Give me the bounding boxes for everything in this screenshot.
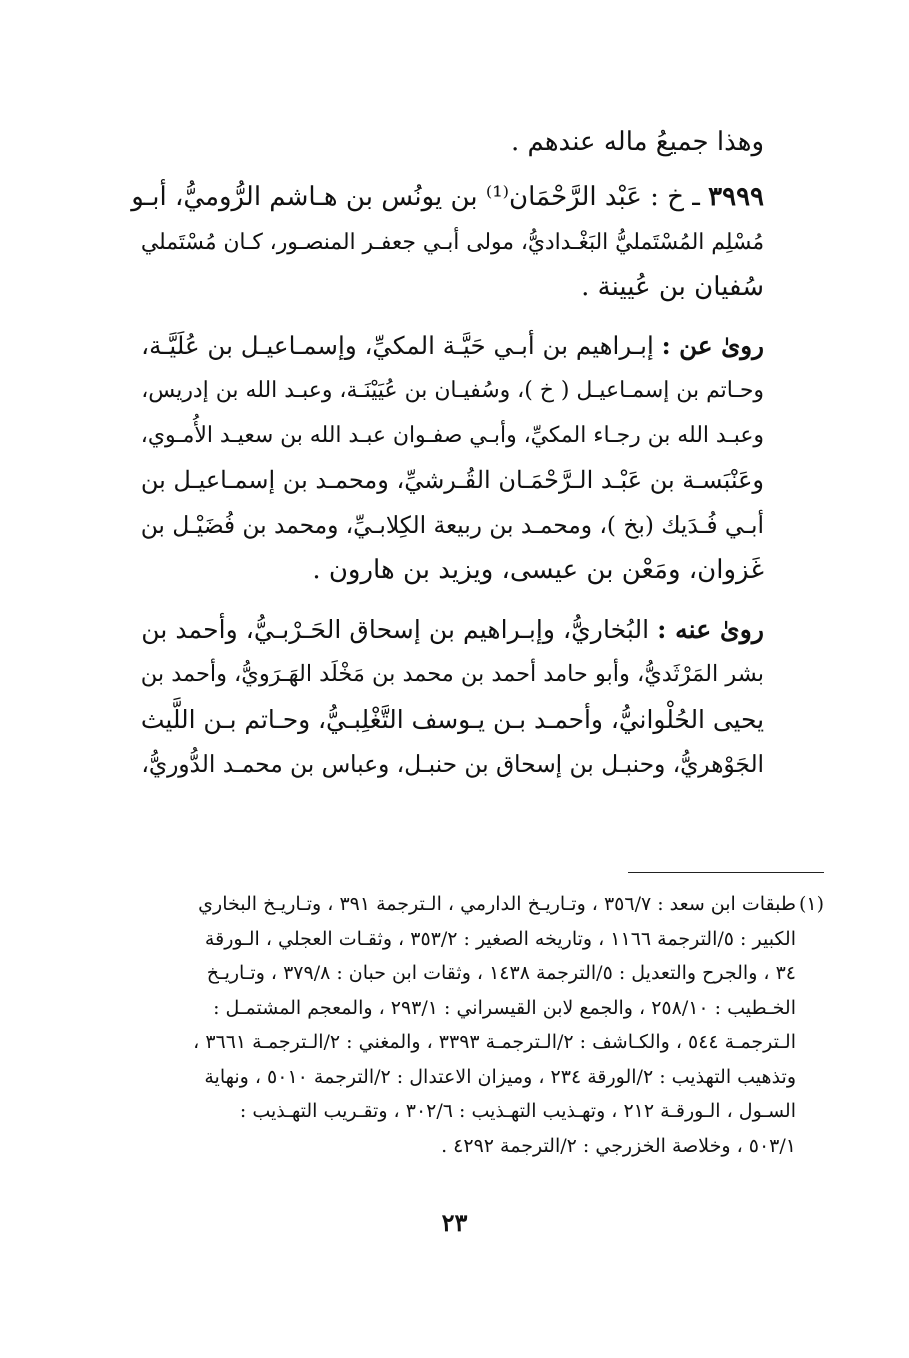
footnote-line: السـول ، الـورقـة ٢١٢ ، وتهـذيب التهـذيب : ٣٠٢/٦ ، وتقـريب التهـذيب : [239,1100,796,1122]
page-number: ٢٣ [441,1208,468,1237]
footnote-separator [628,872,824,873]
narrated-by-line: يحيى الحُلْوانيُّ، وأحمـد بـن يـوسف التَّغْلِبـيُّ، وحـاتم بـن اللَّيث [140,705,764,734]
opening-line [128,120,764,165]
footnote-line: الـترجمـة ٥٤٤ ، والكـاشف : ٢/الـترجمـة ٣٣٩٣ ، والمغني : ٢/الـترجمـة ٣٦٦١ ، [193,1031,796,1053]
entry-line: مُسْلِم المُسْتَمليُّ البَغْـداديُّ، مولى أبـي جعفـر المنصـور، كـان مُسْتَملي [140,230,764,255]
biography-entry [128,175,764,310]
narrated-from-line-text: إبـراهيم بن أبـي حَيَّـة المكيِّ، وإسمـاعيـل بن عُلَيَّـة، [141,331,654,360]
narrated-from-line [128,323,764,368]
entry-line [128,175,764,220]
main-text [128,120,764,787]
narrated-from-heading: روىٰ عن : [661,331,764,360]
narrated-by-line: الجَوْهريُّ، وحنبـل بن إسحاق بن حنبـل، وعباس بن محمـد الدُّوريُّ، [141,751,764,778]
narrated-from-line: وعَنْبَسـة بن عَبْـد الـرَّحْمَـان القُـرشيِّ، ومحمـد بن إسمـاعيـل بن [140,466,764,494]
narrated-from-line: أبـي فُـدَيك (بخ )، ومحمـد بن ربيعة الكِلابـيِّ، ومحمد بن فُضَيْـل بن [140,512,764,539]
narrated-from-line: وحـاتم بن إسمـاعيـل ( خ )، وسُفيـان بن عُيَيْنَـة، وعبـد الله بن إدريس، [141,378,764,403]
footnote-line: ٣٤ ، والجرح والتعديل : ٥/الترجمة ١٤٣٨ ، وثقات ابن حبان : ٣٧٩/٨ ، وتـاريـخ [206,962,796,984]
footnote-line: الخـطيب : ٢٥٨/١٠ ، والجمع لابن القيسراني : ٢٩٣/١ ، والمعجم المشتمـل : [213,996,796,1019]
narrated-from-line: غَزوان، ومَعْن بن عيسى، ويزيد بن هارون . [312,555,764,585]
footnote-marker: (١) [798,893,824,915]
narrated-by-line-text: البُخاريُّ، وإبـراهيم بن إسحاق الحَـرْبـيُّ، وأحمد بن [141,615,650,644]
footnote-line: ٥٠٣/١ ، وخلاصة الخزرجي : ٢/الترجمة ٤٢٩٢ . [441,1134,796,1157]
narrated-by-section [128,607,764,787]
footnotes [128,887,824,1163]
narrated-by-heading: روىٰ عنه : [657,614,764,644]
narrated-by-line: بشر المَرْثَديُّ، وأبو حامد أحمد بن محمد بن مَخْلَد الهَـرَويُّ، وأحمد بن [140,661,764,687]
narrated-from-line: وعبـد الله بن رجـاء المكيِّ، وأبـي صفـوان عبـد الله بن سعيـد الأُمـوي، [140,423,764,448]
entry-line-text: ـ خ : عَبْد الرَّحْمَان⁽¹⁾ بن يونُس بن هـاشم الرُّوميُّ، أبـو [131,182,700,212]
entry-line: سُفيان بن عُيينة . [581,272,764,302]
footnote-line: وتذهيب التهذيب : ٢/الورقة ٢٣٤ ، وميزان الاعتدال : ٢/الترجمة ٥٠١٠ ، ونهاية [204,1065,796,1088]
narrated-from-section [128,323,764,593]
opening-line-text: وهذا جميعُ ماله عندهم . [511,127,764,157]
footnote-line: الكبير : ٥/الترجمة ١١٦٦ ، وتاريخه الصغير : ٣٥٣/٢ ، وثقـات العجلي ، الـورقة [204,927,796,950]
footnote-line-text: طبقات ابن سعد : ٣٥٦/٧ ، وتـاريـخ الدارمي ، الـترجمة ٣٩١ ، وتـاريـخ البخاري [198,893,796,915]
narrated-by-line [128,607,764,652]
entry-number: ٣٩٩٩ [708,182,764,212]
footnote-line [128,887,824,922]
